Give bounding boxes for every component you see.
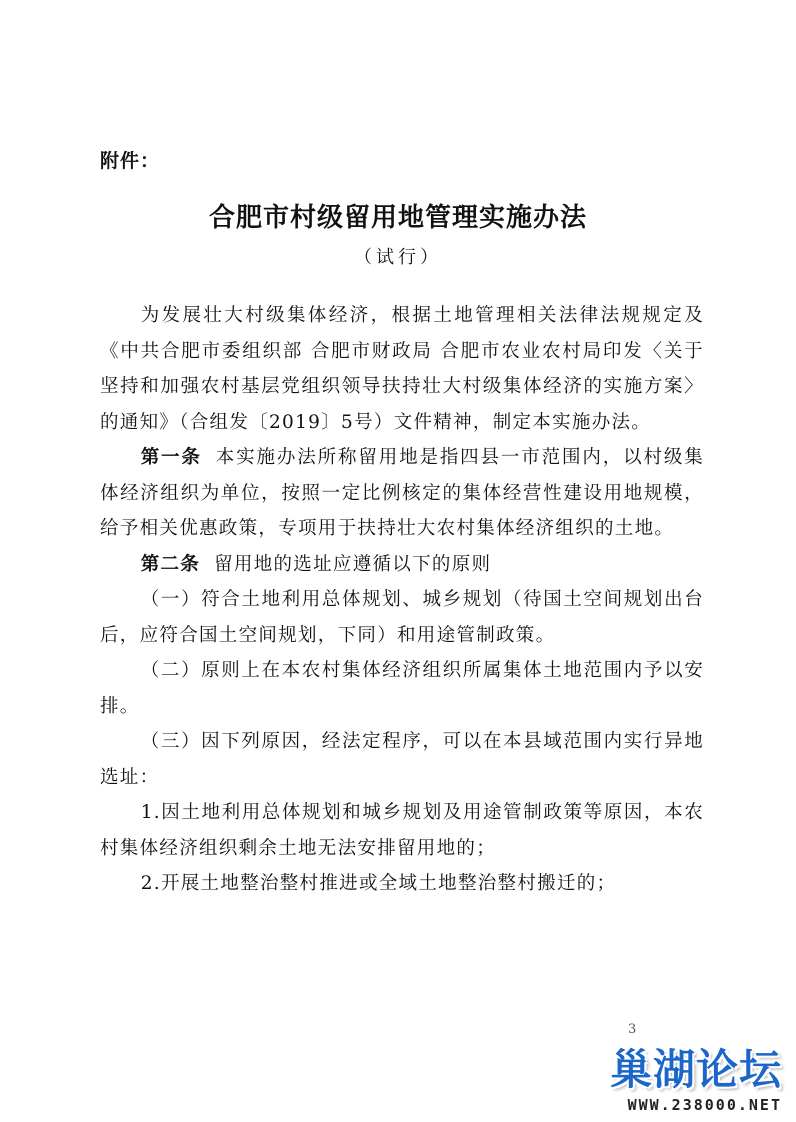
watermark-url: WWW.238000.NET [627, 1096, 782, 1114]
watermark [592, 1046, 782, 1114]
paragraph-text: 2.开展土地整治整村推进或全域土地整治整村搬迁的； [140, 873, 617, 894]
paragraph-article-2 [100, 547, 704, 583]
watermark-logo: 巢湖论坛 [609, 1045, 782, 1094]
paragraph-text: 1.因土地利用总体规划和城乡规划及用途管制政策等原因，本农村集体经济组织剩余土地无法安排留用地的； [100, 802, 704, 859]
paragraph-text: （二）原则上在本农村集体经济组织所属集体土地范围内予以安排。 [100, 660, 704, 717]
paragraph-item-3 [100, 724, 704, 795]
paragraph-article-1 [100, 440, 704, 547]
document-body [100, 298, 704, 902]
article-heading: 第一条 [140, 447, 202, 468]
article-heading: 第二条 [140, 553, 201, 575]
paragraph-subitem-2 [100, 866, 704, 902]
paragraph-text: 留用地的选址应遵循以下的原则 [214, 553, 492, 575]
paragraph-item-2 [100, 653, 704, 724]
paragraph-item-1 [100, 582, 704, 653]
paragraph-preamble [100, 298, 704, 440]
paragraph-subitem-1 [100, 795, 704, 866]
page-number: 3 [628, 1022, 637, 1037]
document-subtitle: （试行） [354, 247, 442, 268]
paragraph-text: （三）因下列原因，经法定程序，可以在本县域范围内实行异地选址： [100, 731, 704, 788]
paragraph-text: 本实施办法所称留用地是指四县一市范围内，以村级集体经济组织为单位，按照一定比例核定的集体经营性建设用地规模，给予相关优惠政策，专项用于扶持壮大农村集体经济组织的土地。 [100, 447, 705, 539]
document-title: 合肥市村级留用地管理实施办法 [208, 203, 587, 233]
attachment-label: 附件： [100, 150, 161, 172]
paragraph-text: 为发展壮大村级集体经济，根据土地管理相关法律法规规定及《中共合肥市委组织部 合肥市财政局 合肥市农业农村局印发〈关于坚持和加强农村基层党组织领导扶持壮大村级集体经济的实施方案〉的通知》（合组发〔2019〕5号）文件精神，制定本实施办法。 [100, 305, 704, 433]
paragraph-text: （一）符合土地利用总体规划、城乡规划（待国土空间规划出台后，应符合国土空间规划，下同）和用途管制政策。 [100, 589, 704, 646]
